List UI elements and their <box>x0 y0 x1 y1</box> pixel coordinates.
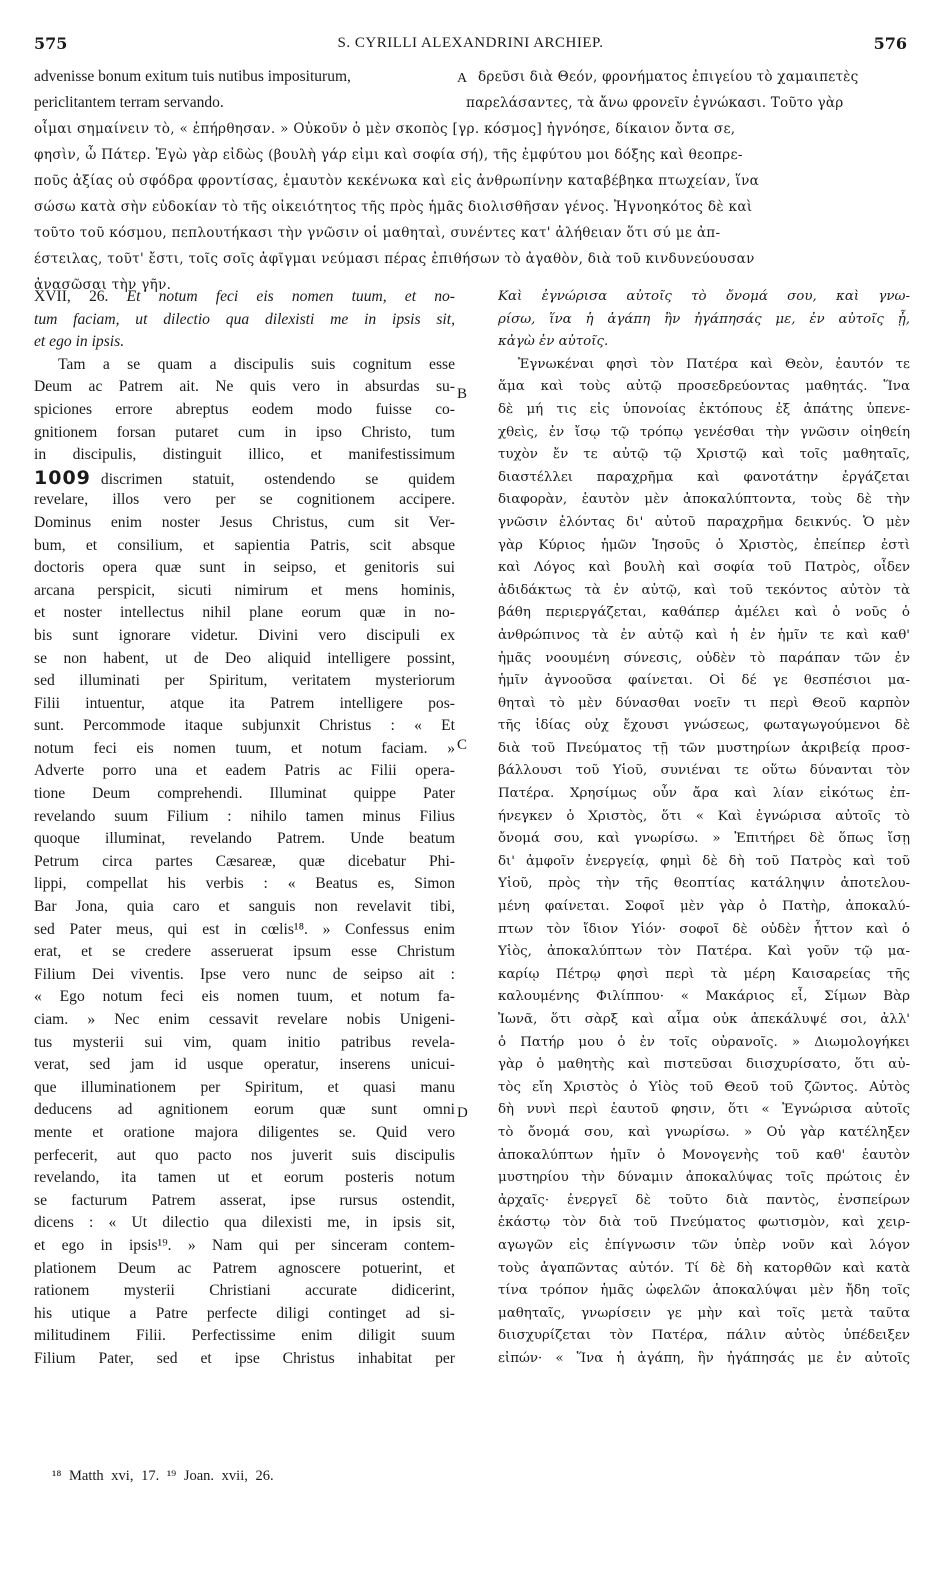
text-line: σώσω κατὰ σὴν εὐδοκίαν τὸ τῆς οἰκειότητος τῆς πρὸς ἡμᾶς διολισθῆσαν γένος. Ἠγνοηκότος δὲ καὶ <box>34 199 753 215</box>
text-line <box>34 1371 455 1394</box>
text-line: μυστηρίου τὴν δύναμιν ἀποκαλύψας τοῖς πρώτοις ἐν <box>498 1170 910 1186</box>
text-line: in discipulis, distinguit illico, et manifestissimum <box>34 446 455 464</box>
text-line: ἀδιδάκτως τὰ ἐν αὐτῷ, καὶ τοῦ τεκόντος αὐτὸν τὰ <box>498 582 910 598</box>
text-line: ἡμᾶς νοουμένη σύνεσις, οὐδὲν τὸ παράπαν τῶν ἐν <box>498 650 910 666</box>
text-line: ἑκάστῳ τὸν διὰ τοῦ Πνεύματος φωτισμὸν, καὶ χειρ- <box>498 1215 910 1231</box>
text-line: τοὺς ἀγαπῶντας αὐτόν. Τί δὲ δὴ κατορθῶν καὶ κατὰ <box>498 1260 910 1276</box>
text-line: revelando suum Filium : nihilo tamen minus Filius <box>34 807 455 825</box>
text-line: θηταὶ τὸ μὲν δύνασθαι νοεῖν τι περὶ Θεοῦ καρπὸν <box>498 695 910 711</box>
text-line: revelare, illos vero per se cognitionem accipere. <box>34 491 455 509</box>
lemma-line: tum faciam, ut dilectio qua dilexisti me in ipsis sit, <box>34 310 455 328</box>
text-line: χθεὶς, ἐν ἴσῳ τῷ τρόπῳ γενέσθαι τὴν γνῶσιν οἰηθείη <box>498 424 910 440</box>
text-line: καρίῳ Πέτρῳ φησὶ περὶ τὰ μέρη Καισαρείας τῆς <box>498 966 910 982</box>
text-line: ὁ Πατήρ μου ὁ ἐν τοῖς οὐρανοῖς. » Διωμολογήκει <box>498 1034 910 1050</box>
text-line <box>498 1371 910 1394</box>
text-line: Petrum circa partes Cæsareæ, quæ dicebatur Phi- <box>34 852 455 870</box>
text-line: Deum ac Patrem ait. Ne quis vero in absurdas su- <box>34 378 455 396</box>
text-line: μένη φαίνεται. Σοφοῖ μὲν γὰρ ὁ Πατὴρ, ἀποκαλύ- <box>498 899 910 915</box>
footnotes: ¹⁸ Matth xvi, 17. ¹⁹ Joan. xvii, 26. <box>52 1468 274 1484</box>
text-line: verat, sed jam id usque operatur, inserens unicui- <box>34 1056 455 1074</box>
text-line <box>34 1483 455 1506</box>
lemma-line: XVII, 26. Et notum feci eis nomen tuum, et no- <box>34 288 455 305</box>
lemma-line: κἀγὼ ἐν αὐτοῖς. <box>498 334 609 350</box>
greek-column <box>498 286 910 1551</box>
text-line: advenisse bonum exitum tuis nutibus impositurum, A δρεῦσι διὰ Θεόν, φρονήματος ἐπιγείου τὸ χαμαιπετὲς <box>34 64 910 90</box>
margin-letter-A: A <box>457 71 468 86</box>
text-line: arcana perspicit, sicuti nimirum et mens hominis, <box>34 581 455 599</box>
text-line: sunt. Percommode itaque subjunxit Christus : « Et <box>34 717 455 735</box>
text-line: Filii intuentur, atque ita Patrem intelligere pos- <box>34 694 455 712</box>
text-line: καὶ Λόγος καὶ βουλὴ καὶ σοφία τοῦ Πατρὸς, οἶδεν <box>498 560 910 576</box>
text-line: τυχὸν ἔν τε αὐτῷ τῷ Χριστῷ καὶ τοῖς μαθηταῖς, <box>498 447 910 463</box>
text-line <box>34 1551 455 1574</box>
text-line: ἀποκαλύπτων ἡμῖν ὁ Μονογενὴς τοῦ καθ' ἑαυτὸν <box>498 1147 910 1163</box>
text-line: que illuminationem per Spiritum, et quasi manu <box>34 1078 455 1096</box>
page-number-right: 576 <box>873 34 907 53</box>
text-line: sed Pater meus, qui est in cœlis¹⁸. » Confessus enim <box>34 920 455 938</box>
text-line: μαθηταῖς, γνωρίσειν γε μὴν καὶ τοῖς μετὰ ταῦτα <box>498 1305 910 1321</box>
text-line: gnitionem forsan putaret cum in ipso Christo, tum <box>34 423 455 441</box>
text-line <box>34 1438 455 1461</box>
text-line: βάθη περιεργάζεται, καθάπερ ἀμέλει καὶ ὁ νοῦς ὁ <box>498 605 910 621</box>
opening-lines <box>34 64 910 298</box>
running-title: S. CYRILLI ALEXANDRINI ARCHIEP. <box>337 35 604 51</box>
text-line: τὸ ὄνομά σου, καὶ γνωρίσω. » Οὐ γὰρ κατέληξεν <box>498 1124 910 1140</box>
text-line: ἀνασῶσαι τὴν γῆν. <box>34 277 172 293</box>
text-line: erat, et se credere asseruerat ipsum esse Christum <box>34 943 455 961</box>
text-line: 1009 discrimen statuit, ostendendo se quidem <box>34 466 455 489</box>
text-line <box>498 1393 910 1416</box>
text-line: τοῦτο τοῦ κόσμου, πεπλουτήκασι τὴν γνῶσιν οἱ μαθηταὶ, συνέντες κατ' ἀλήθειαν ὅτι σύ με ἀπ- <box>34 225 721 241</box>
text-line: mente et oratione majora diligentes se. Quid vero <box>34 1123 455 1141</box>
lemma-line: ρίσω, ἵνα ἡ ἀγάπη ἣν ἠγάπησάς με, ἐν αὐτοῖς ᾖ, <box>498 311 910 327</box>
text-line: tus mysterii sui vim, quam initio patribus revela- <box>34 1033 455 1051</box>
text-line: Υἱοῦ, πρὸς τὴν τῆς θεοπτίας κατάληψιν ἀποτελου- <box>498 876 910 892</box>
margin-letter-C: C <box>457 737 468 753</box>
text-line: et ego in ipsis¹⁹. » Nam qui per sinceram contem- <box>34 1236 455 1254</box>
text-line: rationem mysterii Christiani accurate didicerint, <box>34 1282 455 1300</box>
text-line: διισχυρίζεται τὸν Πατέρα, πάλιν αὐτὸς ὑπέδειξεν <box>498 1328 910 1344</box>
text-line: se non habent, ut de Deo aliquid intelligere possint, <box>34 649 455 667</box>
text-line: notum feci eis nomen tuum, et notum faciam. » <box>34 739 455 757</box>
text-line: perfecerit, aut quo pacto nos juverit suis discipulis <box>34 1146 455 1164</box>
text-line: φησὶν, ὦ Πάτερ. Ἐγὼ γὰρ εἰδὼς (βουλὴ γάρ εἰμι καὶ σοφία σή), τῆς ἐμφύτου μοι δόξης καὶ θεοπρε- <box>34 147 743 163</box>
text-line: ήνεγκεν ὁ Χριστὸς, ὅτι « Καὶ ἐγνώρισα αὐτοῖς τὸ <box>498 808 910 824</box>
text-line: quoque illuminat, revelando Patrem. Unde beatum <box>34 830 455 848</box>
lemma-line: et ego in ipsis. <box>34 333 125 351</box>
text-line: Ἰωνᾶ, ὅτι σὰρξ καὶ αἷμα οὐκ ἀπεκάλυψέ σοι, ἀλλ' <box>498 1012 910 1027</box>
text-line: Dominus enim noster Jesus Christus, cum sit Ver- <box>34 513 455 531</box>
page-header <box>34 34 907 56</box>
text-line: πτων τὸν ἴδιον Υἱόν· σοφοῖ δὲ οὐδὲν ἧττον καὶ ὁ <box>498 921 910 937</box>
text-line <box>34 1393 455 1416</box>
latin-column <box>34 286 455 1574</box>
text-line: ciam. » Nec enim cessavit revelare nobis Unigeni- <box>34 1011 455 1028</box>
text-line: « Ego notum feci eis nomen tuum, et notum fa- <box>34 988 455 1006</box>
text-line: δὲ μή τις εἰς ὑπονοίας ἐκτόπους ἐξ ἀπάτης ὑπενε- <box>498 401 910 417</box>
text-line: Bar Jona, quia caro et sanguis non revelavit tibi, <box>34 898 455 916</box>
text-line: deducens ad agnitionem eorum quæ sunt omni <box>34 1101 455 1119</box>
text-line: bum, et consilium, et sapientia Patris, scit absque <box>34 536 455 554</box>
text-line: et noster intellectus nihil plane eorum quæ in no- <box>34 604 455 622</box>
text-line: doctoris opera quæ sunt in seipso, et genitoris sui <box>34 559 455 577</box>
text-line: Filium Pater, sed et ipse Christus inhabitat per <box>34 1349 455 1367</box>
text-line: tione Deum comprehendi. Illuminat quippe Pater <box>34 785 455 803</box>
text-line: έστειλας, τοῦτ' ἔστι, τοῖς σοῖς ἀφῖγμαι νεύμασι πέρας ἐπιθήσων τὸ ἀγαθὸν, διὰ τοῦ κινδυνεύουσαν <box>34 251 755 267</box>
text-line <box>34 1506 455 1529</box>
text-line: revelando, ita tamen ut et eorum posteris notum <box>34 1169 455 1187</box>
text-line: γὰρ Κύριος ἡμῶν Ἰησοῦς ὁ Χριστὸς, ἐπείπερ ἐστὶ <box>498 537 910 553</box>
text-line <box>498 1461 910 1484</box>
text-line: γνῶσιν ἑλόντας δι' αὐτοῦ παραχρῆμα δεικνύς. Ὁ μὲν <box>498 514 910 530</box>
text-line: καλουμένης Φιλίππου· « Μακάριος εἶ, Σίμων Βὰρ <box>498 989 910 1005</box>
text-line: spiciones errore abreptus eodem modo fuisse co- <box>34 400 455 418</box>
text-line: βάλλουσι τοῦ Υἱοῦ, συνιέναι τε οὕτω δύνανται τὸν <box>498 763 910 779</box>
text-line: periclitantem terram servando. παρελάσαντες, τὰ ἄνω φρονεῖν ἐγνώκασι. Τοῦτο γὰρ <box>34 94 844 111</box>
text-line <box>498 1438 910 1461</box>
text-line: αγωγῶν εἰς ἐπίγνωσιν τῶν ὑπὲρ νοῦν καὶ λόγον <box>498 1237 910 1253</box>
text-line: ἀρχαῖς· ἐνεργεῖ δὲ τοῦτο διὰ παντὸς, ἐνσπείρων <box>498 1192 910 1208</box>
text-line: ποῦς ἀξίας οὐ σφόδρα φροντίσας, ἐμαυτὸν κεκένωκα καὶ εἰς ἀνθρωπίνην καταβέβηκα πτωχείαν, ἵνα <box>34 173 760 189</box>
text-line: Ἐγνωκέναι φησὶ τὸν Πατέρα καὶ Θεὸν, ἑαυτόν τε <box>518 356 910 372</box>
lemma-line: Καὶ ἐγνώρισα αὐτοῖς τὸ ὄνομά σου, καὶ γνω- <box>498 289 910 304</box>
page-number-left: 575 <box>34 34 68 53</box>
text-line: Filium Dei viventis. Ipse vero nunc de seipso ait : <box>34 965 455 983</box>
text-line: Υἱὸς, ἀποκαλύπτων τὸν Πατέρα. Καὶ γοῦν τῷ μα- <box>498 944 910 960</box>
text-line: dicens : « Ut dilectio qua dilexisti me, in ipsis sit, <box>34 1214 455 1232</box>
text-line: δι' ἀμφοῖν ἐνεργείᾳ, φημὶ δὲ δὴ τοῦ Πατρὸς καὶ τοῦ <box>498 853 910 869</box>
text-line: militudinem Filii. Perfectissime enim diligit suum <box>34 1327 455 1345</box>
text-line: τῆς ἰδίας οὐχ ἔχουσι γνώσεως, φωταγωγούμενοι δὲ <box>498 718 910 734</box>
text-line: διὰ τοῦ Πνεύματος τῇ τῶν μυστηρίων ἀκριβείᾳ προσ- <box>498 740 910 756</box>
text-line: sed illuminati per Spiritum, veritatem mysteriorum <box>34 672 455 690</box>
column-number: 1009 <box>34 466 91 489</box>
text-line <box>498 1483 910 1506</box>
text-line: γὰρ ὁ μαθητὴς καὶ πιστεῦσαι διισχυρίσατο, ὅτι αὐ- <box>498 1057 910 1073</box>
text-line: Adverte porro una et eadem Patris ac Filii opera- <box>34 762 455 780</box>
text-line: οἶμαι σημαίνειν τὸ, « ἐπήρθησαν. » Οὐκοῦν ὁ μὲν σκοπὸς [γρ. κόσμος] ἠγνόησε, δίκαιον ὄντα σε, <box>34 121 736 137</box>
text-line: δὴ νυνὶ περὶ ἑαυτοῦ φησιν, ὅτι « Ἐγνώρισα αὐτοῖς <box>498 1102 910 1118</box>
text-line: τὸς εἴη Χριστὸς ὁ Υἱὸς τοῦ Θεοῦ τοῦ ζῶντος. Αὐτὸς <box>498 1079 910 1095</box>
text-line: plationem Deum ac Patrem agnoscere potuerint, et <box>34 1259 455 1277</box>
text-line: se facturum Patrem asserat, ipse rursus ostendit, <box>34 1191 455 1209</box>
margin-letter-B: B <box>457 386 468 402</box>
text-line: τίνα τρόπον ἡμᾶς ὠφελῶν ἀποκαλύψαι μὲν ἤδη τοῖς <box>498 1283 910 1299</box>
text-line: ὄνομά σου, καὶ γνωρίσω. » Ἐπιτήρει δὲ ὅπως ἴσῃ <box>498 831 910 847</box>
text-line: διαφορὰν, ἑαυτὸν μὲν ἀποκαλύπτοντα, τοὺς δὲ τὴν <box>498 492 910 508</box>
text-line: bis sunt ignorare videtur. Divini vero discipuli ex <box>34 626 455 644</box>
text-line: ἡμῖν ἀγνοοῦσα φαίνεται. Οἱ δέ γε θεσπέσιοι μα- <box>498 673 910 689</box>
text-line: Πατέρα. Χρησίμως οὖν ἄρα καὶ λίαν εἰκότως ἐπ- <box>498 786 910 802</box>
text-line <box>498 1506 910 1529</box>
text-line: Tam a se quam a discipulis suis cognitum esse <box>58 355 455 373</box>
text-line: lippi, compellat his verbis : « Beatus es, Simon <box>34 875 455 893</box>
text-line <box>498 1416 910 1439</box>
text-line: εἰπών· « Ἵνα ἡ ἀγάπη, ἣν ἠγάπησάς με ἐν αὐτοῖς <box>498 1350 910 1366</box>
margin-letter-D: D <box>457 1105 468 1121</box>
text-line: ἅμα καὶ τοὺς αὐτῷ προσεδρεύοντας μαθητάς. Ἵνα <box>498 379 910 395</box>
text-line <box>34 1416 455 1439</box>
text-line: διαστέλλει παραχρῆμα καὶ φανοτάτην ἐργάζεται <box>498 469 910 485</box>
text-line: his utique a Patre perfecte diligi continget ad si- <box>34 1304 455 1322</box>
text-line: ἀνθρώπινος τὰ ἐν αὐτῷ καὶ ἡ ἐν ἡμῖν τε καὶ καθ' <box>498 627 910 643</box>
